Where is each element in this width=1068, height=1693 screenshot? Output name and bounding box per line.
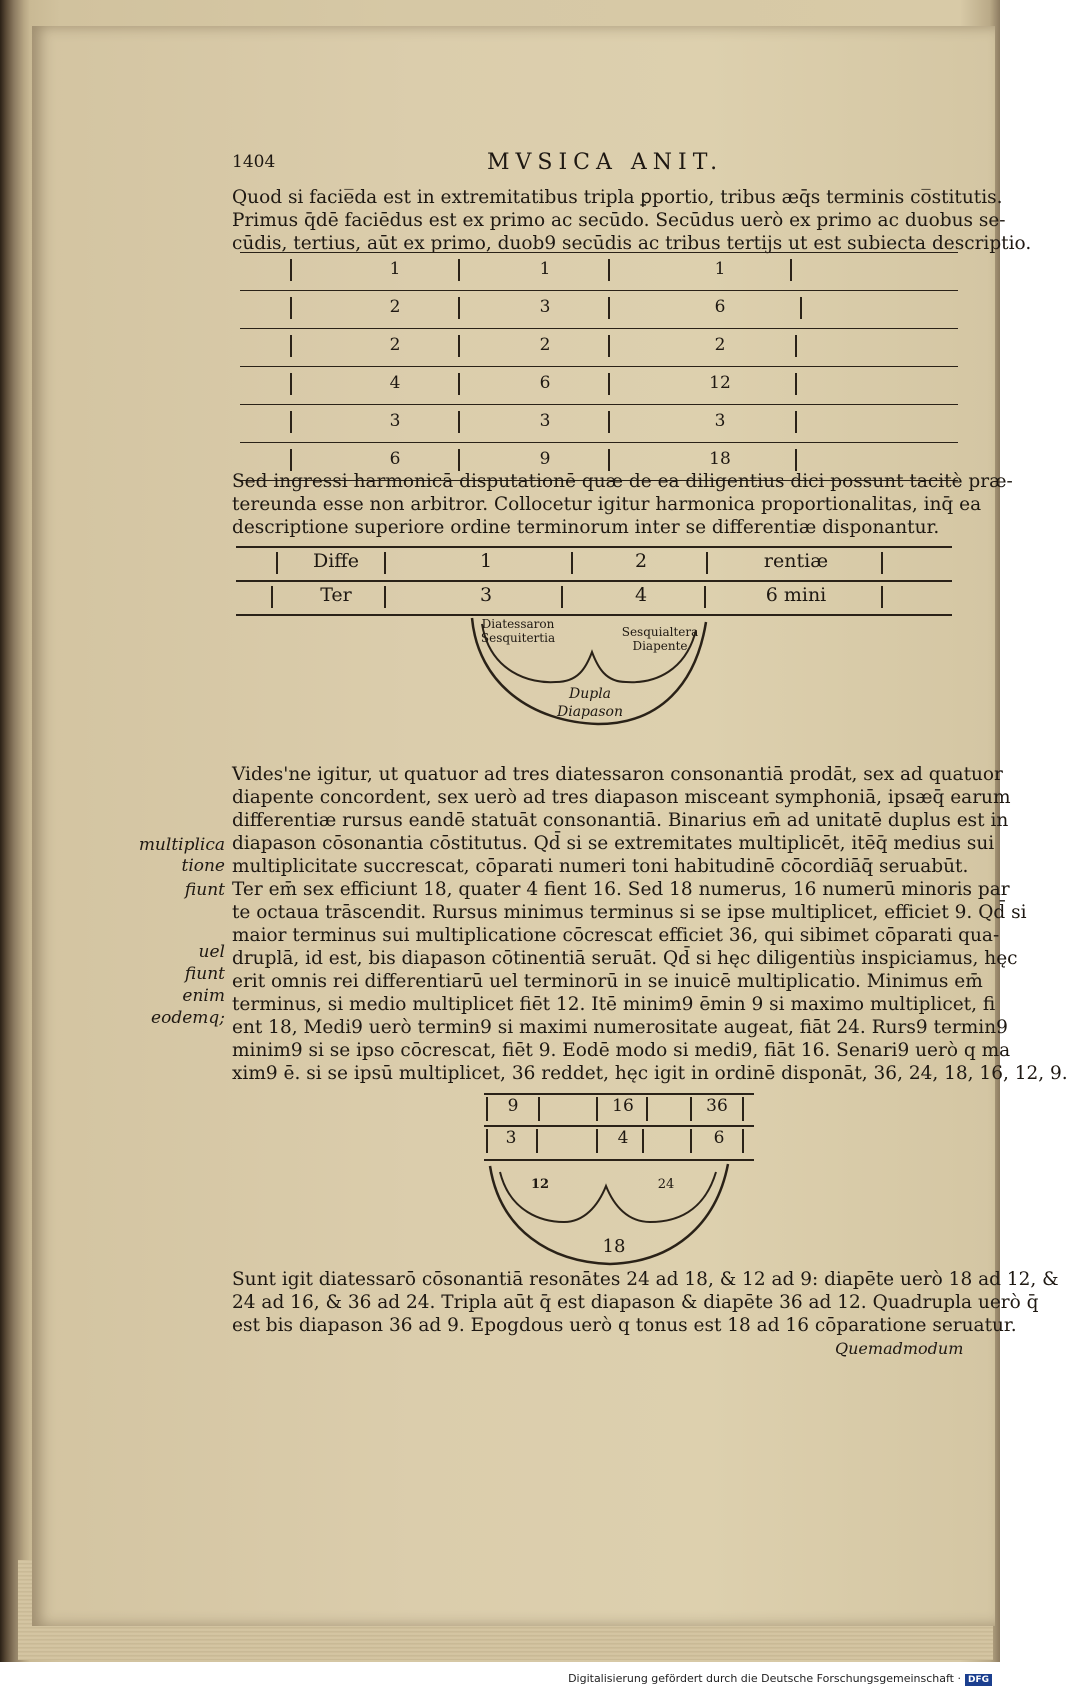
text-line: terminus, si medio multiplicet fiēt 12. Itē minim9 ēmin 9 si maximo multiplicet, fi (232, 994, 996, 1015)
text-line: Quod si facie̅da est in extremitatibus tripla ꝑportio, tribus æq̄s terminis co̅stitutis. (232, 187, 1003, 208)
table-cell: 16 (612, 1096, 634, 1116)
footer-text: Digitalisierung gefördert durch die Deutsche Forschungsgemeinschaft · (568, 1672, 961, 1685)
marginal-note: fiunt (184, 880, 225, 900)
text-line: druplā, id est, bis diapason cōtinentiā seruāt. Qd̄ si hęc diligentiùs inspiciamus, hęc (232, 948, 1018, 969)
table-row (236, 546, 952, 580)
table-cell: 3 (539, 411, 551, 431)
table-cell: 3 (389, 411, 401, 431)
arc-label: Sesquialtera (621, 625, 699, 639)
table-row (240, 404, 958, 442)
running-title: MVSICA ANIT. (487, 150, 724, 175)
table-cell: 2 (539, 335, 551, 355)
table-cell: 6 (713, 1128, 725, 1148)
table-cell: 1 (389, 259, 401, 279)
marginal-note: enim (182, 986, 225, 1006)
catchword: Quemadmodum (835, 1339, 964, 1358)
table-cell: Ter (320, 584, 352, 606)
page-header (232, 150, 962, 180)
table-row (240, 328, 958, 366)
text-line: diapente concordent, sex uerò ad tres diapason misceant symphoniā, ipsæq̄ earum (232, 787, 1011, 808)
table-row (236, 580, 952, 616)
text-line: minim9 si se ipso cōcrescat, fiēt 9. Eodē modo si medi9, fiāt 16. Senari9 uerò q ma (232, 1040, 1011, 1061)
text-line: tereunda esse non arbitror. Collocetur igitur harmonica proportionalitas, inq̄ ea (232, 494, 982, 515)
text-line: Sunt igit diatessarō cōsonantiā resonātes 24 ad 18, & 12 ad 9: diapēte uerò 18 ad 12, & (232, 1269, 1059, 1290)
marginal-note: eodemq; (151, 1008, 225, 1028)
table-cell: 18 (709, 449, 731, 469)
table-row (240, 366, 958, 404)
digitization-footer (0, 1672, 992, 1686)
page-number: 1404 (232, 152, 276, 172)
table-cell: 3 (505, 1128, 517, 1148)
text-line: cūdis, tertius, aūt ex primo, duob9 secūdis ac tribus tertijs ut est subiecta descriptio. (232, 233, 1032, 254)
arc-label: Dupla (568, 686, 612, 702)
dfg-logo: DFG (965, 1674, 992, 1686)
table-cell: 12 (709, 373, 731, 393)
paragraph-4 (232, 1268, 1059, 1337)
paragraph-2 (232, 470, 1013, 539)
table-cell: 6 (539, 373, 551, 393)
marginal-note: multiplica tione (138, 835, 225, 876)
table-cell: Diffe (312, 550, 360, 572)
text-line: multiplicitate succrescat, cōparati numeri toni habitudinē cōcordiāq̄ seruabūt. (232, 856, 969, 877)
table-cell: 36 (706, 1096, 728, 1116)
text-line: maior terminus sui multiplicatione cōcrescat efficiet 36, qui sibimet cōparati qua- (232, 925, 1000, 946)
text-line: est bis diapason 36 ad 9. Epogdous uerò q tonus est 18 ad 16 cōparatione seruatur. (232, 1315, 1017, 1336)
harmonic-arc-diagram (460, 612, 720, 732)
table-cell: 2 (634, 550, 648, 572)
table-cell: rentiæ (763, 550, 829, 572)
paragraph-1 (232, 186, 1032, 255)
table-cell: 9 (507, 1096, 519, 1116)
square-table (484, 1093, 754, 1157)
table-row (240, 252, 958, 290)
table-cell: 4 (617, 1128, 629, 1148)
table-cell: 4 (389, 373, 401, 393)
proportion-table (240, 252, 958, 481)
arc-label: 12 (530, 1177, 550, 1192)
text-line: erit omnis rei differentiarū uel terminorū in se inuicē multiplicatio. Minimus em̄ (232, 971, 983, 992)
text-line: differentiæ rursus eandē statuāt consonantiā. Binarius em̄ ad unitatē duplus est in (232, 810, 1009, 831)
arc-label: Diapason (557, 704, 623, 720)
paragraph-3 (232, 763, 1068, 1085)
arc-label: 24 (657, 1177, 675, 1192)
table-cell: 6 mini (765, 584, 827, 606)
text-line: 24 ad 16, & 36 ad 24. Tripla aūt q̄ est diapason & diapēte 36 ad 12. Quadrupla uerò q̄ (232, 1292, 1039, 1313)
table-row (484, 1125, 754, 1157)
table-cell: 3 (539, 297, 551, 317)
difference-table (236, 546, 952, 616)
table-cell: 4 (634, 584, 648, 606)
square-arc-diagram (480, 1160, 740, 1275)
text-line: ent 18, Medi9 uerò termin9 si maximi numerositate augeat, fiāt 24. Rurs9 termin9 (232, 1017, 1008, 1038)
table-cell: 6 (714, 297, 726, 317)
text-line: Sed ingressi harmonicā disputationē quæ de ea diligentius dici possunt tacitè præ- (232, 471, 1013, 492)
table-cell: 1 (539, 259, 551, 279)
table-cell: 6 (389, 449, 401, 469)
arc-label: Diapente (632, 639, 688, 653)
arc-label: 18 (602, 1236, 626, 1257)
arc-label: Sesquitertia (480, 631, 556, 645)
table-cell: 2 (714, 335, 726, 355)
table-cell: 2 (389, 335, 401, 355)
table-cell: 2 (389, 297, 401, 317)
text-line: xim9 ē. si se ipsū multiplicet, 36 reddet, hęc igit in ordinē disponāt, 36, 24, 18, 16, 12, 9. (232, 1063, 1068, 1084)
table-cell: 1 (714, 259, 726, 279)
text-line: te octaua trāscendit. Rursus minimus terminus si se ipse multiplicet, efficiet 9. Qd̄ si (232, 902, 1027, 923)
table-cell: 3 (714, 411, 726, 431)
table-row (484, 1093, 754, 1125)
table-cell: 3 (479, 584, 493, 606)
table-cell: 9 (539, 449, 551, 469)
text-line: descriptione superiore ordine terminorum inter se differentiæ disponantur. (232, 517, 940, 538)
text-line: Ter em̄ sex efficiunt 18, quater 4 fient 16. Sed 18 numerus, 16 numerū minoris par (232, 879, 1010, 900)
marginal-note: fiunt (184, 964, 225, 984)
marginal-note: uel (198, 942, 225, 962)
table-cell: 1 (479, 550, 493, 572)
text-line: Primus q̄dē faciēdus est ex primo ac secūdo. Secūdus uerò ex primo ac duobus se- (232, 210, 1006, 231)
arc-label: Diatessaron (481, 617, 555, 631)
text-line: diapason cōsonantia cōstitutus. Qd̄ si se extremitates multiplicēt, itēq̄ medius sui (232, 833, 995, 854)
table-row (240, 290, 958, 328)
text-line: Vides'ne igitur, ut quatuor ad tres diatessaron consonantiā prodāt, sex ad quatuor (232, 764, 1003, 785)
